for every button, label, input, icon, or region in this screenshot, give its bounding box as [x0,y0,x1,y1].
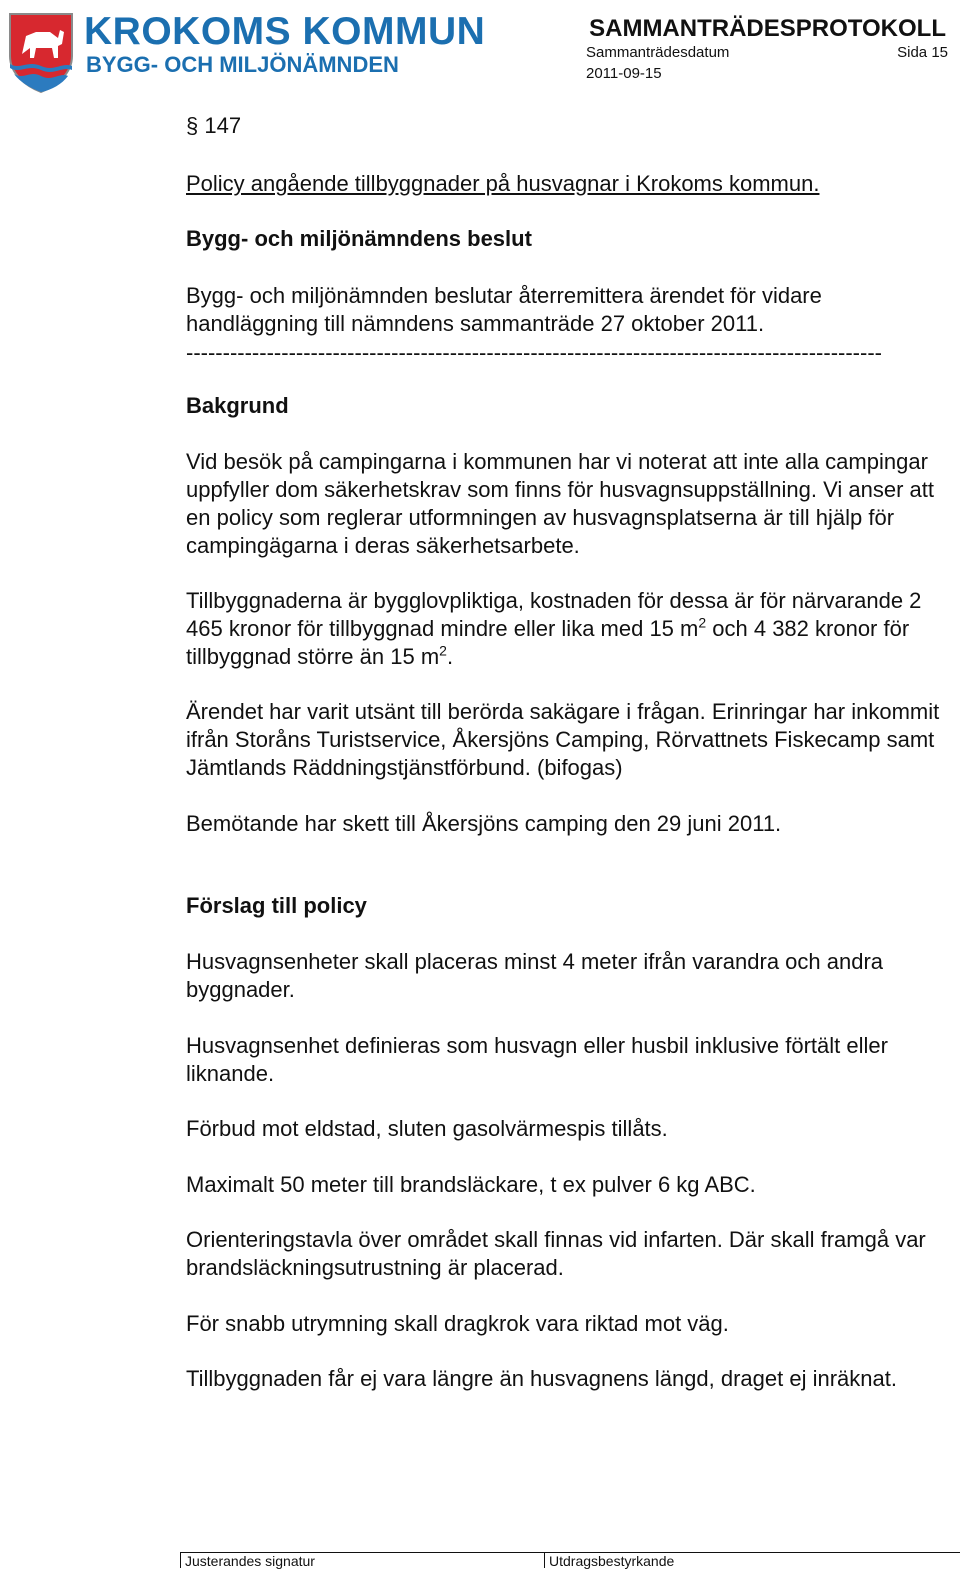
section-number-value: 147 [204,113,242,138]
proposal-heading: Förslag till policy [186,893,367,918]
proposal-item: Förbud mot eldstad, sluten gasolvärmespis tillåts. [186,1116,668,1141]
document-title: SAMMANTRÄDESPROTOKOLL [589,15,946,42]
page-number: Sida 15 [897,44,948,61]
signature-label: Justerandes signatur [185,1553,315,1569]
separator-line: ----------------------------------------------------------------------------------------------- [186,340,882,365]
background-paragraph-1: Vid besök på campingarna i kommunen har vi noterat att inte alla campingar uppfyller dom säkerhetskrav som finns för husvagnsuppställning. Vi anser att en policy som reglerar utformningen av husvagnsplatserna är till hjälp för campingägarna i deras säkerhetsarbete. [186,449,934,558]
excerpt-certification-label: Utdragsbestyrkande [549,1553,675,1569]
section-symbol: § [186,113,199,138]
org-subtitle: BYGG- OCH MILJÖNÄMNDEN [86,52,399,77]
meeting-date-label: Sammanträdesdatum [586,44,730,61]
background-paragraph-4: Bemötande har skett till Åkersjöns camping den 29 juni 2011. [186,811,782,836]
proposal-item: Tillbyggnaden får ej vara längre än husvagnens längd, draget ej inräknat. [186,1366,897,1391]
background-paragraph-3: Ärendet har varit utsänt till berörda sakägare i frågan. Erinringar har inkommit ifrån Storåns Turistservice, Åkersjöns Camping, Rörvattnets Fiskecamp samt Jämtlands Räddningstjänstförbund. (bifogas) [186,699,940,780]
org-name: KROKOMS KOMMUN [84,10,486,53]
background-paragraph-2: Tillbyggnaderna är bygglovpliktiga, kostnaden för dessa är för närvarande 2 465 kronor för tillbyggnad mindre eller lika med 15 $m^2$ och 4 382 kronor för tillbyggnad större än 15 $m^2$. [186,588,922,669]
proposal-item: Orienteringstavla över området skall finnas vid infarten. Där skall framgå var brandsläckningsutrustning är placerad. [186,1227,926,1280]
section-title: Policy angående tillbyggnader på husvagnar i Krokoms kommun. [186,171,820,196]
decision-text: Bygg- och miljönämnden beslutar återremittera ärendet för vidare handläggning till nämndens sammanträde 27 oktober 2011. [186,283,822,336]
signature-field [180,1552,544,1568]
proposal-item: För snabb utrymning skall dragkrok vara riktad mot väg. [186,1311,729,1336]
meeting-date: 2011-09-15 [586,65,662,82]
municipality-shield-logo-icon [6,10,76,94]
proposal-item: Husvagnsenhet definieras som husvagn eller husbil inklusive förtält eller liknande. [186,1033,888,1086]
proposal-item: Maximalt 50 meter till brandsläckare, t ex pulver 6 kg ABC. [186,1172,756,1197]
section-number [186,113,241,139]
excerpt-certification-field [544,1552,960,1568]
decision-heading: Bygg- och miljönämndens beslut [186,226,532,251]
proposal-item: Husvagnsenheter skall placeras minst 4 meter ifrån varandra och andra byggnader. [186,949,884,1002]
background-heading: Bakgrund [186,393,289,418]
